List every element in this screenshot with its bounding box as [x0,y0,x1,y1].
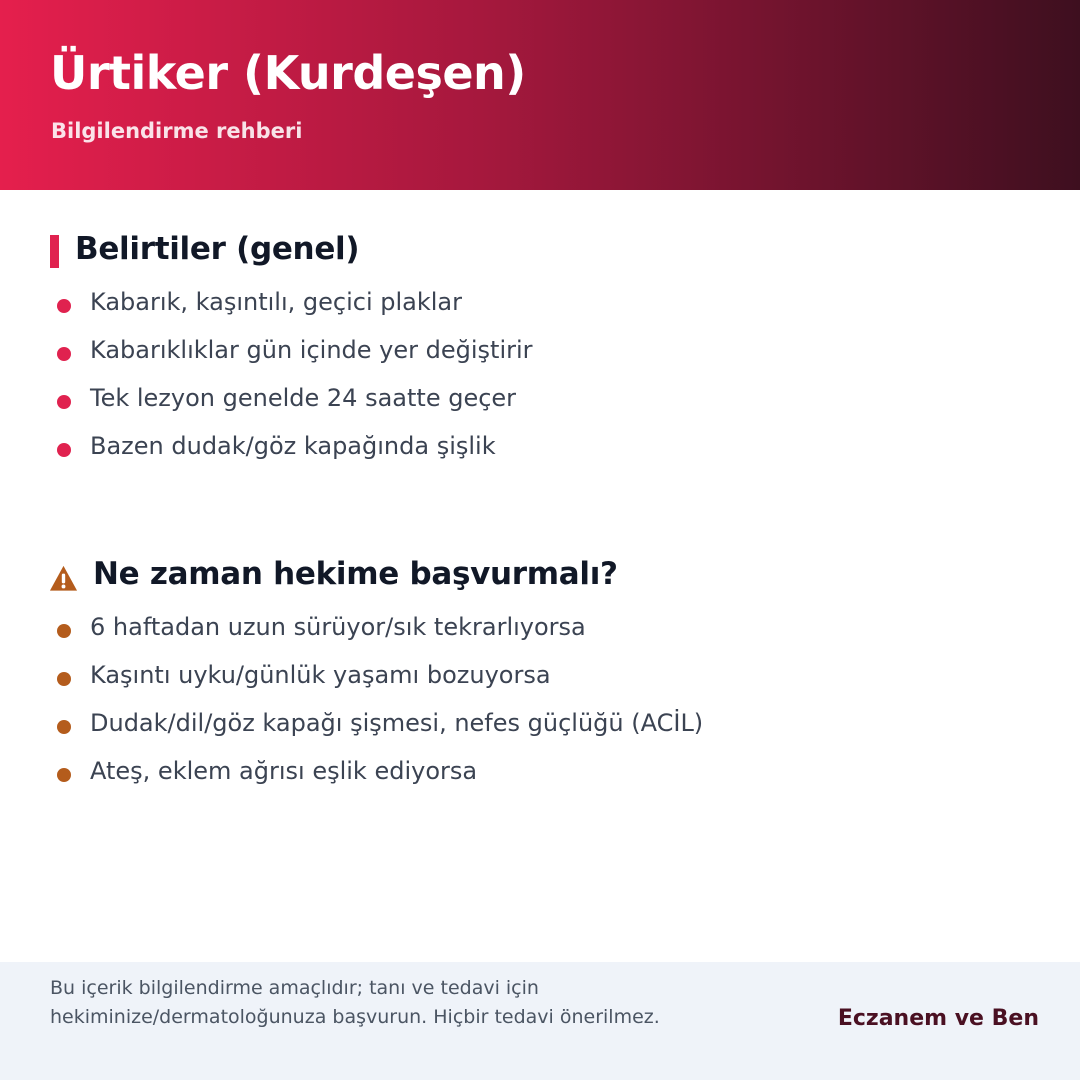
list-item [0,707,1000,747]
bullet-icon [57,720,71,734]
list-item-text: 6 haftadan uzun sürüyor/sık tekrarlıyorsa [90,613,586,641]
bullet-icon [57,624,71,638]
page-subtitle: Bilgilendirme rehberi [51,119,303,143]
warning-icon [49,564,78,593]
section-accent-bar [50,235,59,268]
disclaimer-line: hekiminize/dermatoloğunuza başvurun. Hiçbir tedavi önerilmez. [50,1006,660,1028]
list-item [0,611,1000,651]
list-item-text: Kaşıntı uyku/günlük yaşamı bozuyorsa [90,661,551,689]
list-item [0,755,1000,795]
list-item [0,382,1000,422]
bullet-icon [57,299,71,313]
bullet-icon [57,395,71,409]
symptoms-title: Belirtiler (genel) [75,231,360,267]
list-item-text: Dudak/dil/göz kapağı şişmesi, nefes güçlüğü (ACİL) [90,709,704,737]
bullet-icon [57,672,71,686]
disclaimer [50,974,770,1032]
doctor-section-title: Ne zaman hekime başvurmalı? [93,556,618,592]
bullet-icon [57,347,71,361]
page-title: Ürtiker (Kurdeşen) [50,46,526,100]
list-item-text: Bazen dudak/göz kapağında şişlik [90,432,496,460]
list-item-text: Kabarıklıklar gün içinde yer değiştirir [90,336,533,364]
list-item [0,334,1000,374]
list-item [0,659,1000,699]
bullet-icon [57,768,71,782]
list-item [0,430,1000,470]
footer [0,962,1080,1080]
header-banner [0,0,1080,190]
list-item [0,286,1000,326]
list-item-text: Kabarık, kaşıntılı, geçici plaklar [90,288,462,316]
list-item-text: Ateş, eklem ağrısı eşlik ediyorsa [90,757,478,785]
disclaimer-line: Bu içerik bilgilendirme amaçlıdır; tanı ve tedavi için [50,977,539,999]
brand-name: Eczanem ve Ben [837,1006,1039,1031]
list-item-text: Tek lezyon genelde 24 saatte geçer [90,384,517,412]
bullet-icon [57,443,71,457]
